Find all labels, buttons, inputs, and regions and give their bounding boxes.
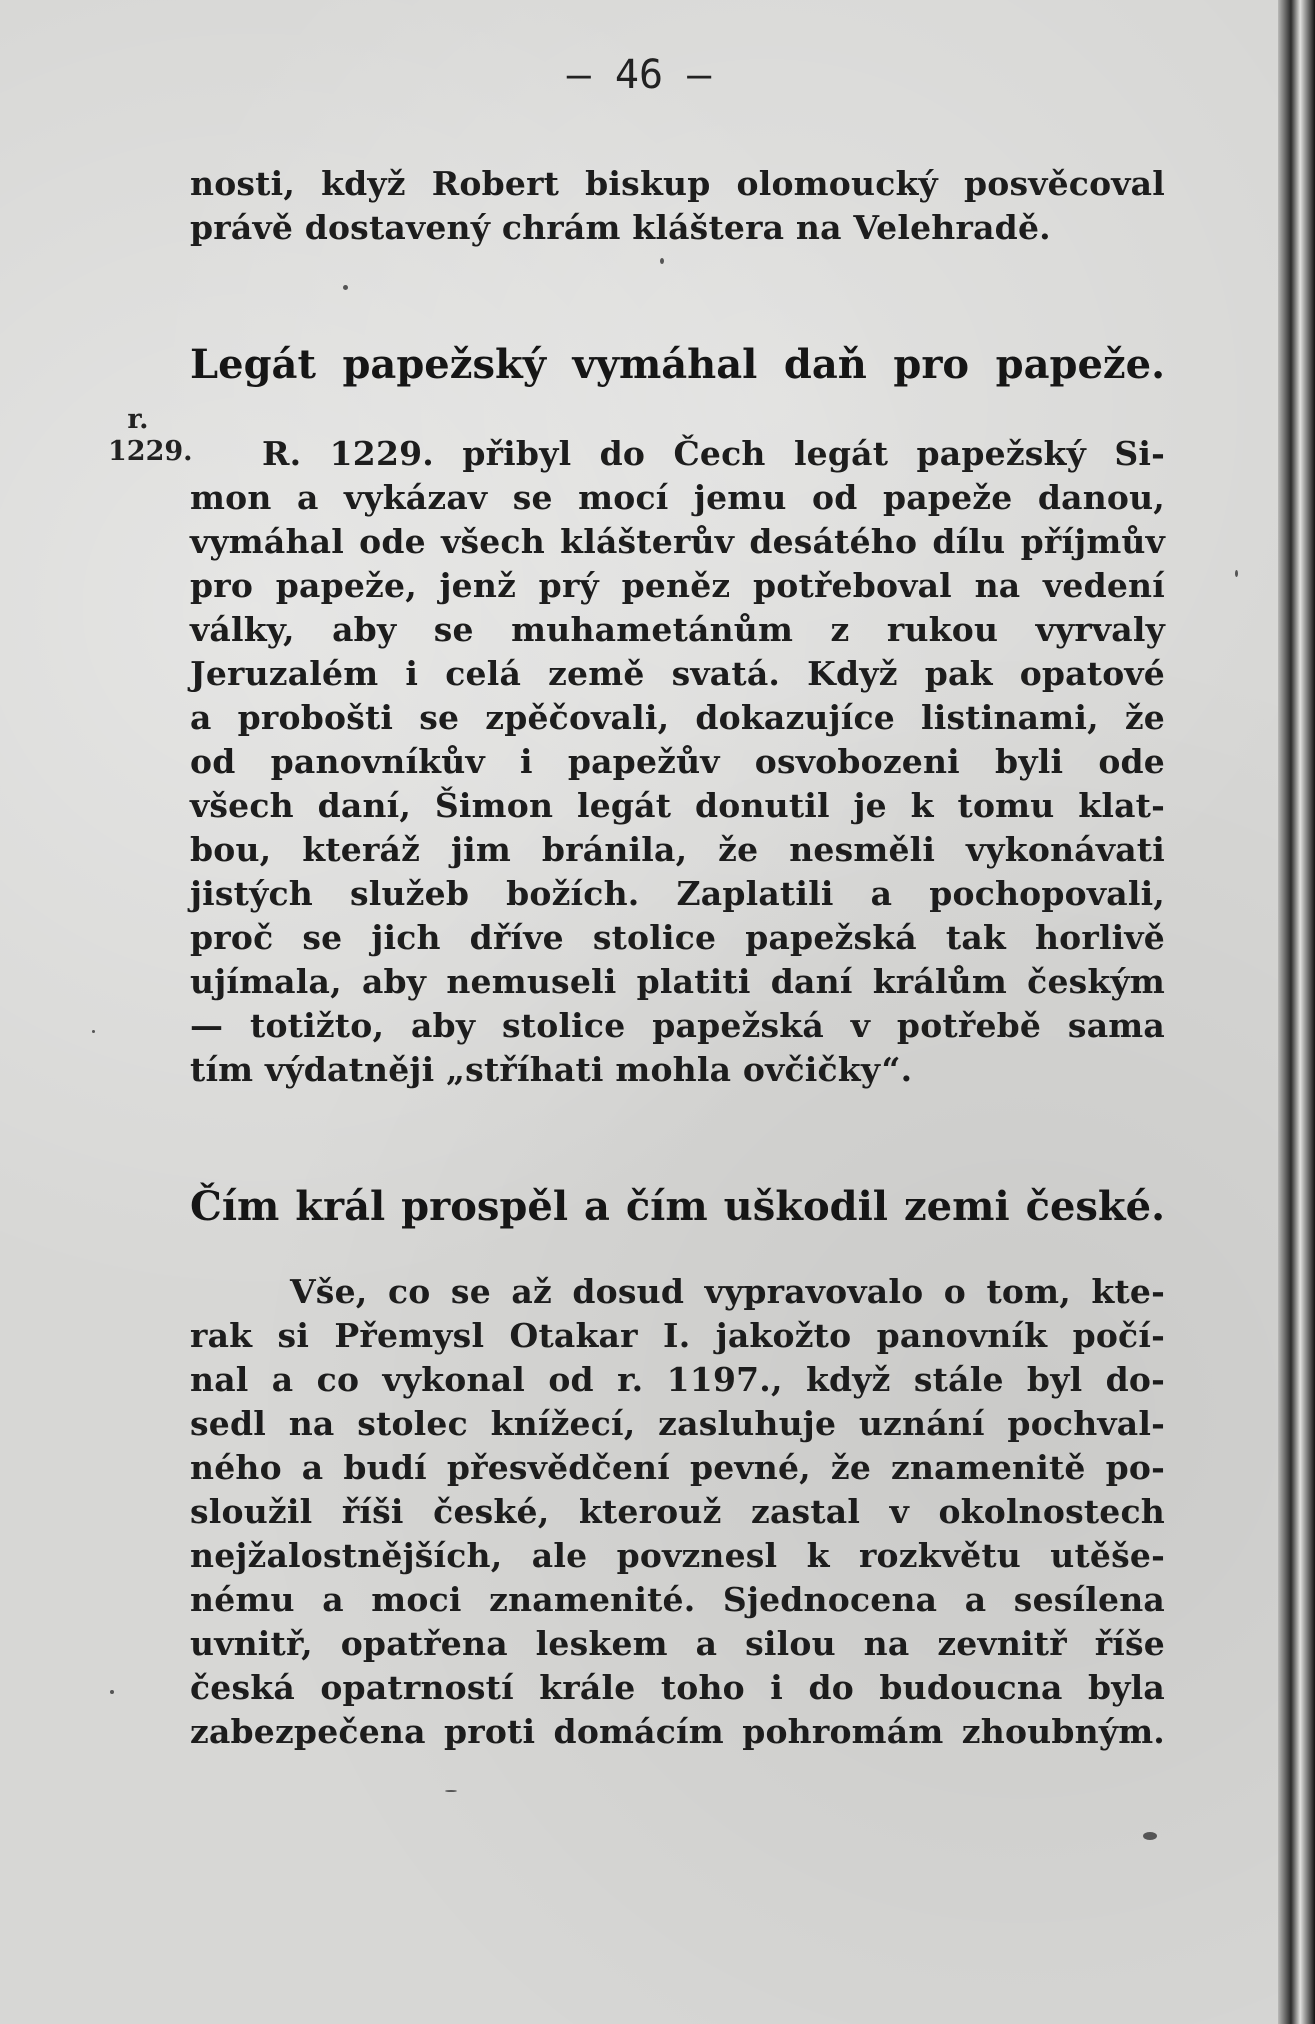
paragraph [190, 1270, 1165, 1754]
book-spine-edge [1278, 0, 1315, 2024]
margin-note-label: r. [127, 404, 149, 435]
text-line: rak si Přemysl Otakar I. jakožto panovník počí- [190, 1316, 1165, 1355]
text-line: nejžalostnějších, ale povznesl k rozkvětu utěše- [190, 1536, 1165, 1575]
text-line: nosti, když Robert biskup olomoucký posvěcoval [190, 164, 1165, 203]
text-line: mon a vykázav se mocí jemu od papeže danou, [190, 478, 1165, 517]
text-line: nal a co vykonal od r. 1197., když stále byl do- [190, 1360, 1165, 1399]
text-line: tím výdatněji „stříhati mohla ovčičky“. [190, 1050, 913, 1089]
text-line: od panovníkův i papežův osvobozeni byli ode [190, 742, 1165, 781]
text-line: právě dostavený chrám kláštera na Velehradě. [190, 208, 1051, 247]
paragraph-continuation [190, 162, 1165, 250]
text-line: Vše, co se až dosud vypravovalo o tom, kte- [290, 1272, 1165, 1311]
section-heading: Čím král prospěl a čím uškodil zemi české. [190, 1183, 1165, 1230]
page-number: — 46 — [566, 52, 712, 98]
margin-note [108, 404, 193, 468]
text-line: česká opatrností krále toho i do budoucna byla [190, 1668, 1165, 1707]
text-line: nému a moci znamenité. Sjednocena a sesílena [190, 1580, 1165, 1619]
text-line: Jeruzalém i celá země svatá. Když pak opatové [190, 654, 1165, 693]
text-line: vymáhal ode všech klášterův desátého dílu příjmův [190, 522, 1165, 561]
text-line: sedl na stolec knížecí, zasluhuje uznání pochval- [190, 1404, 1165, 1443]
text-line: ujímala, aby nemuseli platiti daní králům českým [190, 962, 1165, 1001]
section-heading: Legát papežský vymáhal daň pro papeže. [190, 341, 1165, 388]
text-line: bou, kteráž jim bránila, že nesměli vykonávati [190, 830, 1165, 869]
text-line: jistých služeb božích. Zaplatili a pochopovali, [190, 874, 1165, 913]
text-line: a probošti se zpěčovali, dokazujíce listinami, že [190, 698, 1165, 737]
text-line: ného a budí přesvědčení pevné, že znamenitě po- [190, 1448, 1165, 1487]
text-line: proč se jich dříve stolice papežská tak horlivě [190, 918, 1165, 957]
text-line: sloužil říši české, kterouž zastal v okolnostech [190, 1492, 1165, 1531]
text-line: — totižto, aby stolice papežská v potřebě sama [190, 1006, 1165, 1045]
margin-note-year: 1229. [108, 436, 193, 467]
text-line: všech daní, Šimon legát donutil je k tomu klat- [190, 786, 1165, 825]
paragraph [190, 432, 1165, 1092]
text-line: uvnitř, opatřena leskem a silou na zevnitř říše [190, 1624, 1165, 1663]
text-line: zabezpečena proti domácím pohromám zhoubným. [190, 1712, 1165, 1751]
text-line: pro papeže, jenž prý peněz potřeboval na vedení [190, 566, 1165, 605]
text-line: R. 1229. přibyl do Čech legát papežský Si- [262, 434, 1165, 473]
text-line: války, aby se muhametánům z rukou vyrvaly [190, 610, 1165, 649]
